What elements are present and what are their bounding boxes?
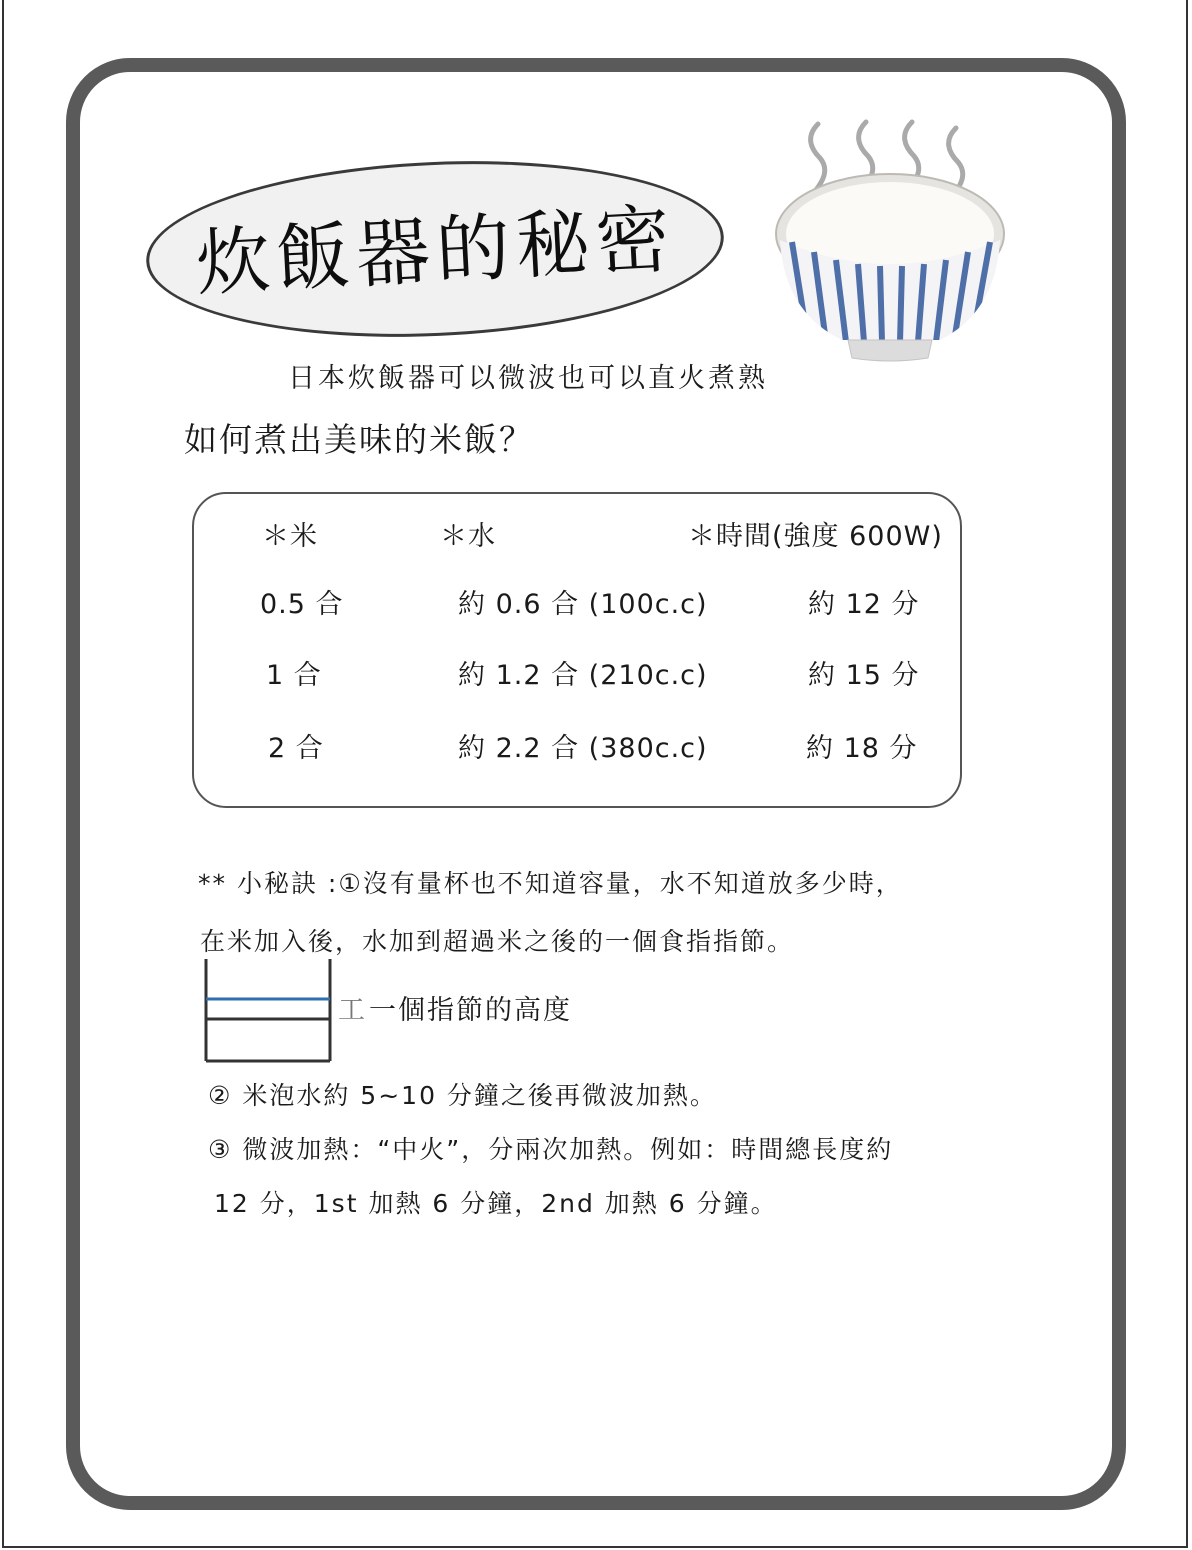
table-cell: 約 12 分 [808,589,920,620]
page-title: 炊飯器的秘密 [194,196,678,308]
knuckle-label [338,988,572,1027]
header-water: ＊水 [440,521,496,552]
table-cell: 約 0.6 合 (100c.c) [458,589,708,620]
height-marker-icon: 工 [338,995,367,1026]
table-cell: 約 18 分 [806,733,918,764]
table-cell: 約 2.2 合 (380c.c) [458,733,708,764]
table-cell: 1 合 [266,660,322,691]
table-cell: 0.5 合 [260,589,344,620]
table-cell: 2 合 [268,733,324,764]
tip-line-2: 在米加入後，水加到超過米之後的一個食指指節。 [200,927,795,956]
header-rice: ＊米 [262,521,318,552]
rice-bowl-illustration [770,112,1010,372]
table-cell: 約 1.2 合 (210c.c) [458,660,708,691]
tip-line-1: ** 小秘訣 :①沒有量杯也不知道容量，水不知道放多少時， [198,869,903,898]
table-cell: 約 15 分 [808,660,920,691]
tip-step-3a: ③ 微波加熱：“中火”，分兩次加熱。例如：時間總長度約 [208,1135,894,1164]
header-time: ＊時間(強度 600W) [688,521,943,552]
tip-step-2: ② 米泡水約 5~10 分鐘之後再微波加熱。 [208,1081,717,1110]
knuckle-label-text: 一個指節的高度 [369,995,572,1026]
subtitle: 日本炊飯器可以微波也可以直火煮熟 [288,363,768,394]
tip-step-3b: 12 分，1st 加熱 6 分鐘，2nd 加熱 6 分鐘。 [214,1189,778,1218]
water-level-diagram [200,955,340,1065]
question-heading: 如何煮出美味的米飯？ [184,420,534,459]
